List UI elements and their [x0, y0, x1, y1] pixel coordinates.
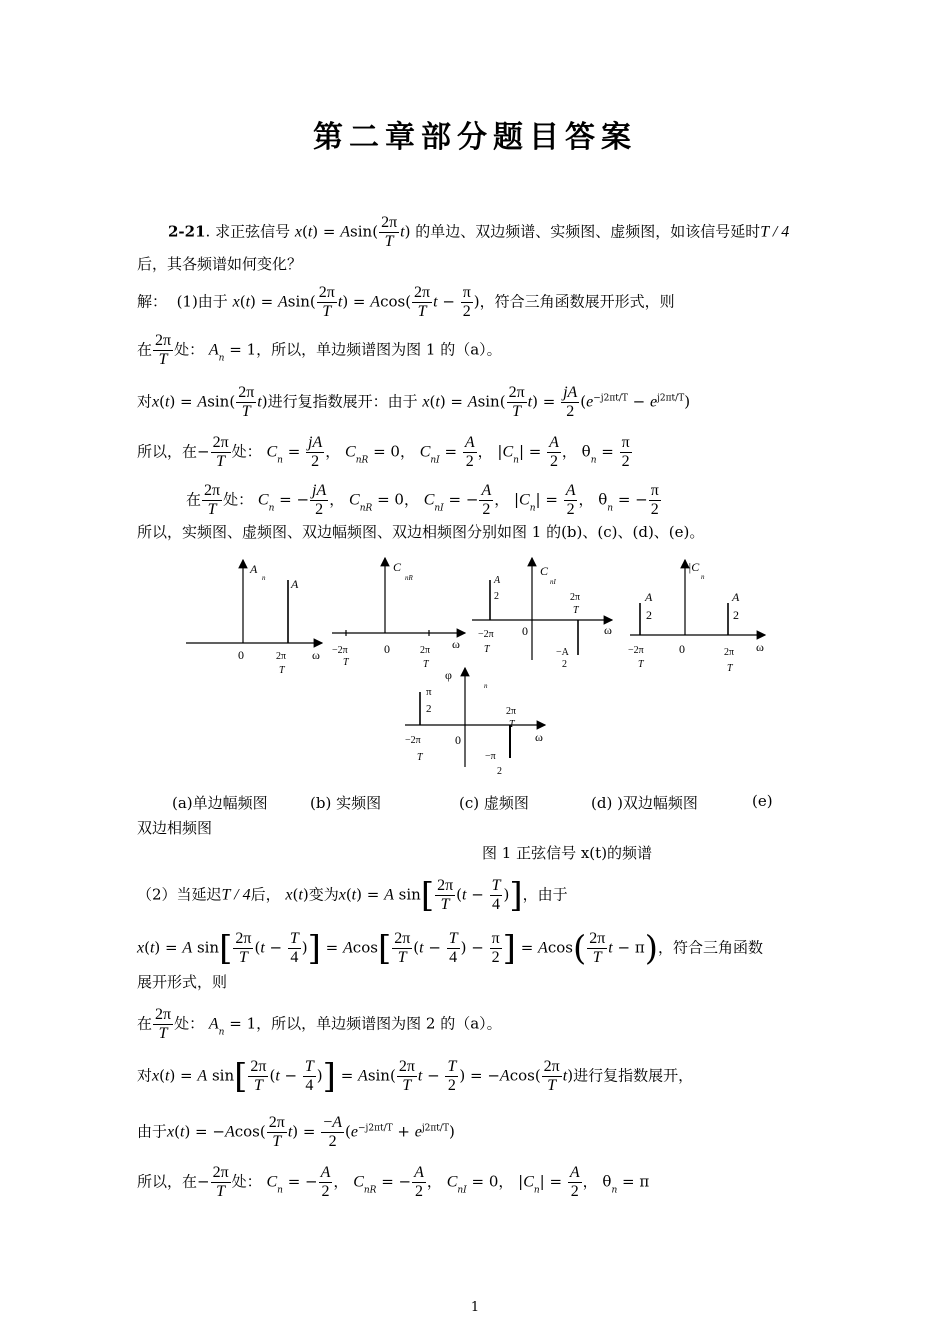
svg-text:0: 0: [522, 624, 528, 638]
caption-c: (c) 虚频图: [459, 794, 529, 812]
svg-text:T: T: [417, 752, 423, 763]
sol1-line3: 对x(t) = Asin( $\frac{2\pi}{T}$ t)进行复指数展开：由于 x(t) = Asin( $\frac{2\pi}{T}$ t) = $\frac{jA}{2}$ $(e^{-j2\pi t/T} - e^{j2\pi t/T})$: [137, 384, 691, 420]
svg-text:−2π: −2π: [478, 629, 494, 640]
sol1-line5: 在 $\frac{2\pi}{T}$ 处： $C_n$ = − $\frac{jA}{2}$ ， $C_{nR} = 0$， $C_{nI}$ = − $\frac{A}{2}$ ， $|C_n|$ = $\frac{A}{2}$ ， $\theta_n$ = − $\frac{\pi}{2}$: [186, 482, 659, 518]
svg-text:C: C: [393, 560, 402, 574]
svg-text:0: 0: [238, 648, 244, 662]
sol2-line7: 所以，在− $\frac{2\pi}{T}$ 处： $C_n$ = − $\frac{A}{2}$ ， $C_{nR}$ = − $\frac{A}{2}$ ， $C_{nI} = 0$， $|C_n|$ = $\frac{A}{2}$ ， $\theta_n = \pi$: [137, 1164, 650, 1200]
problem-number: 2-21: [168, 222, 206, 241]
problem-statement-cont: 后，其各频谱如何变化？: [137, 255, 303, 273]
svg-text:2π: 2π: [276, 651, 287, 662]
svg-text:ω: ω: [452, 637, 460, 651]
svg-text:|C: |C: [688, 560, 700, 574]
svg-text:A: A: [645, 590, 653, 604]
svg-text:A: A: [732, 590, 740, 604]
sol2-line3: 展开形式，则: [137, 973, 228, 991]
problem-statement: 2-21. 求正弦信号 x(t) = Asin( $\frac{2\pi}{T}$ t) 的单边、双边频谱、实频图、虚频图，如该信号延时T / 4: [168, 214, 790, 250]
svg-text:−2π: −2π: [628, 645, 644, 656]
svg-text:−π: −π: [485, 751, 496, 762]
fig-a-ylabel: A: [250, 562, 258, 576]
figure-1-title: 图 1 正弦信号 x(t)的频谱: [482, 844, 653, 862]
svg-text:−A: −A: [556, 647, 569, 658]
svg-text:T: T: [573, 605, 579, 616]
svg-text:0: 0: [384, 642, 390, 656]
caption-b: (b) 实频图: [310, 794, 382, 812]
svg-text:0: 0: [455, 733, 461, 747]
svg-text:ω: ω: [604, 623, 612, 637]
page-title: 第二章部分题目答案: [313, 120, 637, 155]
svg-text:2: 2: [562, 659, 567, 670]
svg-text:2: 2: [646, 608, 652, 622]
svg-text:2: 2: [426, 703, 432, 715]
svg-text:T: T: [484, 644, 490, 655]
svg-text:T: T: [279, 665, 285, 676]
svg-text:−2π: −2π: [405, 735, 421, 746]
caption-a: (a)单边幅频图: [172, 794, 268, 812]
caption-e-wrap: 双边相频图: [137, 819, 213, 837]
sol2-line6: 由于x(t) = −Acos( $\frac{2\pi}{T}$ t) = $\frac{-A}{2}$ $(e^{-j2\pi t/T} + e^{j2\pi t/T})$: [137, 1114, 455, 1150]
svg-text:2π: 2π: [420, 645, 431, 656]
svg-text:−2π: −2π: [332, 645, 348, 656]
sol2-line2: x(t) = A sin[ $\frac{2\pi}{T}$ (t − $\frac{T}{4}$ )] = Acos[ $\frac{2\pi}{T}$ (t − $\frac{T}{4}$ ) − $\frac{\pi}{2}$ ] = Acos( $\frac{2\pi}{T}$ t − π)，符合三角函数: [137, 928, 763, 969]
sol1-line4: 所以，在− $\frac{2\pi}{T}$ 处： $C_n$ = $\frac{jA}{2}$ ， $C_{nR} = 0$， $C_{nI}$ = $\frac{A}{2}$ ， $|C_n|$ = $\frac{A}{2}$ ， $\theta_n$ = $\frac{\pi}{2}$: [137, 434, 630, 470]
svg-text:A: A: [494, 575, 501, 586]
svg-text:n: n: [262, 574, 266, 582]
sol2-line4: 在 $\frac{2\pi}{T}$ 处： $A_n = 1$，所以，单边频谱图为图 2 的（a）。: [137, 1006, 502, 1042]
svg-text:2π: 2π: [506, 706, 517, 717]
svg-text:ω: ω: [312, 648, 320, 662]
svg-text:T: T: [638, 659, 644, 670]
sol2-line1: （2）当延迟T / 4后， x(t)变为x(t) = A sin[ $\frac{2\pi}{T}$ (t − $\frac{T}{4}$ )]，由于: [137, 875, 568, 916]
svg-text:A: A: [291, 577, 299, 591]
svg-text:φ: φ: [445, 668, 452, 682]
svg-text:nR: nR: [405, 574, 413, 582]
svg-text:T: T: [343, 657, 349, 668]
caption-e: (e): [752, 792, 773, 810]
sol1-line2: 在 $\frac{2\pi}{T}$ 处： $A_n = 1$，所以，单边频谱图为图 1 的（a）。: [137, 332, 502, 368]
svg-text:2: 2: [494, 591, 499, 602]
sol1-line6: 所以，实频图、虚频图、双边幅频图、双边相频图分别如图 1 的(b)、(c)、(d)、(e)。: [137, 523, 705, 541]
svg-text:2π: 2π: [570, 592, 581, 603]
svg-text:T: T: [509, 719, 515, 730]
svg-text:ω: ω: [535, 730, 543, 744]
svg-text:nI: nI: [550, 578, 556, 586]
svg-text:C: C: [540, 564, 549, 578]
svg-text:0: 0: [679, 642, 685, 656]
svg-text:2: 2: [733, 608, 739, 622]
svg-text:n: n: [484, 682, 488, 690]
sol2-line5: 对x(t) = A sin[ $\frac{2\pi}{T}$ (t − $\frac{T}{4}$ )] = Asin( $\frac{2\pi}{T}$ t − $\frac{T}{2}$ ) = −Acos( $\frac{2\pi}{T}$ t)进行复指数展开，: [137, 1056, 694, 1097]
page-number: 1: [470, 1300, 480, 1315]
svg-text:2: 2: [497, 766, 502, 777]
svg-text:n: n: [701, 573, 705, 581]
sol1-line1: 解： (1)由于 x(t) = Asin( $\frac{2\pi}{T}$ t) = Acos( $\frac{2\pi}{T}$ t − $\frac{\pi}{2}$ )，符合三角函数展开形式，则: [137, 284, 675, 320]
svg-text:ω: ω: [756, 640, 764, 654]
caption-d: (d) )双边幅频图: [591, 794, 698, 812]
svg-text:π: π: [426, 686, 432, 698]
svg-text:T: T: [423, 659, 429, 670]
svg-text:T: T: [727, 663, 733, 674]
svg-text:2π: 2π: [724, 647, 735, 658]
figure-1: [180, 555, 770, 785]
